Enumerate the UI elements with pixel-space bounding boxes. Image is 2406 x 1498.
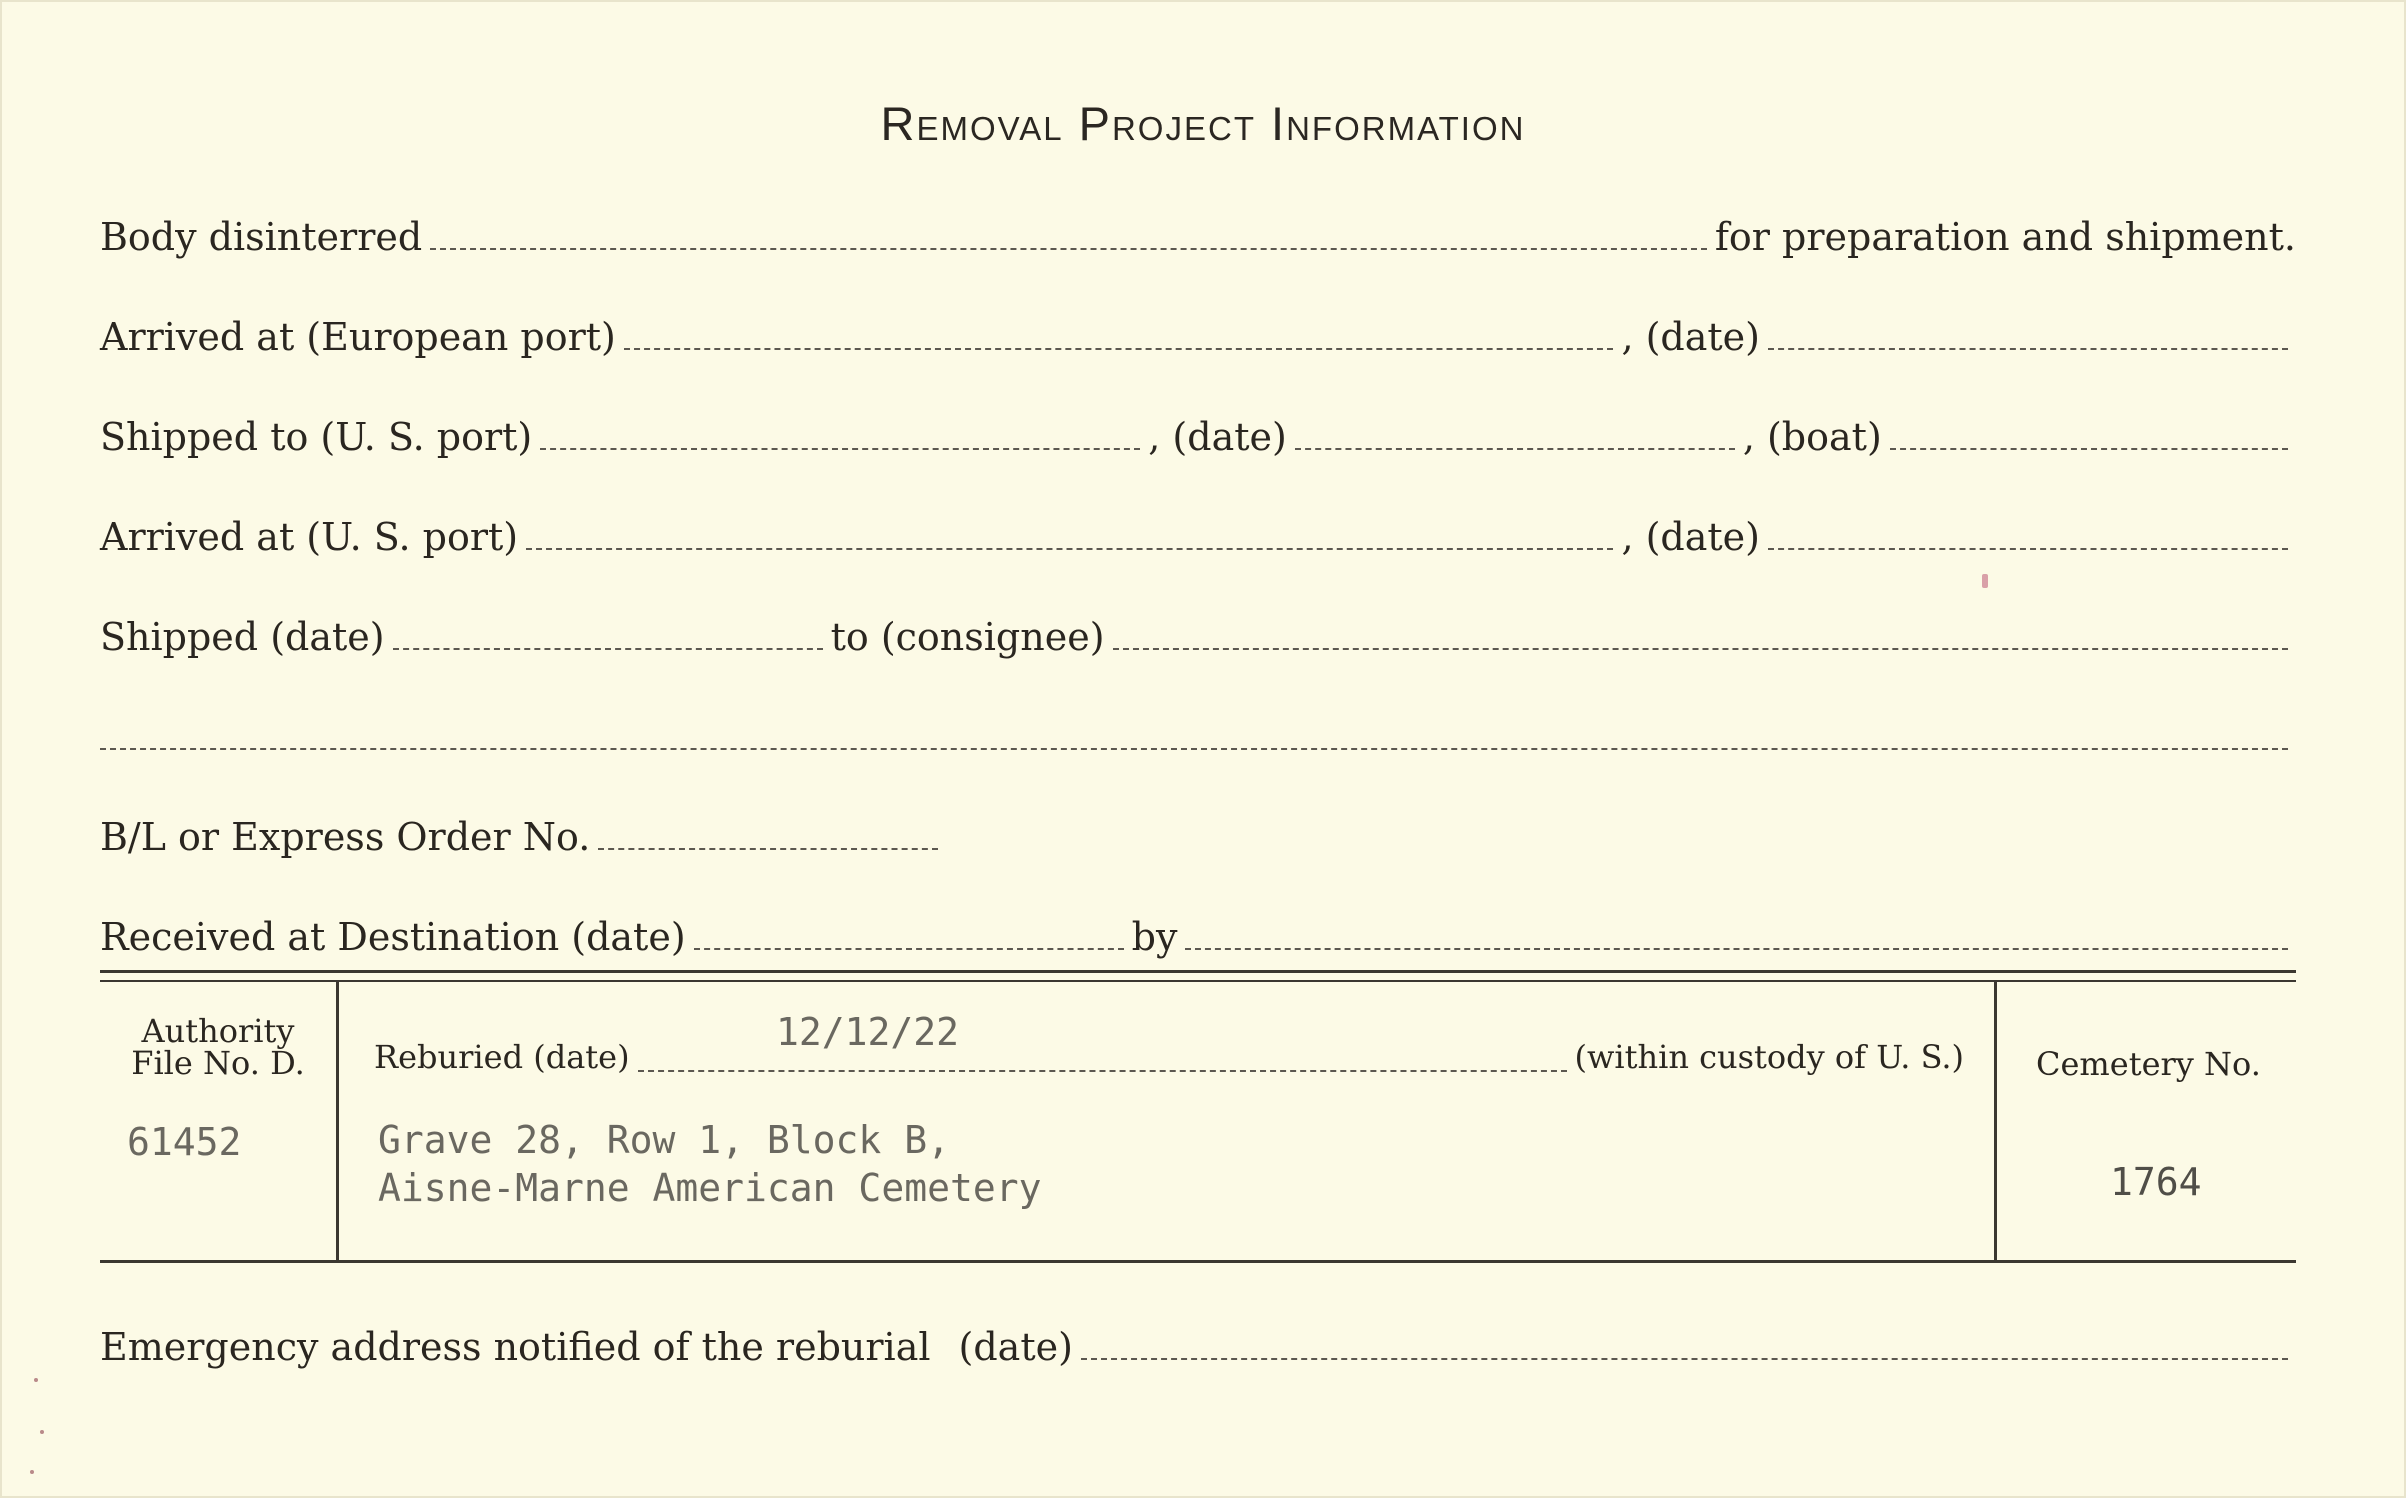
paper-speck — [34, 1378, 38, 1382]
row-emergency — [100, 1310, 2296, 1370]
blank-received-date — [694, 948, 1124, 950]
box-divider-right — [1994, 982, 1997, 1260]
cemetery-number-value: 1764 — [2110, 1160, 2202, 1204]
reburied-row — [374, 1030, 1964, 1080]
blank-european-date — [1768, 348, 2288, 350]
row-received-destination — [100, 900, 2296, 960]
label-emergency: Emergency address notified of the reburial — [100, 1325, 931, 1369]
blank-shipped-date — [393, 648, 823, 650]
blank-consignee — [1113, 648, 2288, 650]
row-shipped-us: Shipped to (U. S. port) , (date) , (boat) — [100, 400, 2296, 460]
blank-disinterred — [430, 248, 1707, 250]
paper-speck — [40, 1430, 44, 1434]
blank-received-by — [1185, 948, 2288, 950]
authority-file-number: 61452 — [127, 1120, 242, 1164]
grave-location-line-1: Grave 28, Row 1, Block B, — [378, 1118, 950, 1162]
label-body-disinterred: Body disinterred — [100, 215, 423, 259]
label-emergency-date: (date) — [958, 1325, 1073, 1369]
blank-boat — [1890, 448, 2288, 450]
label-cemetery-no: Cemetery No. — [2036, 1045, 2261, 1083]
authority-label-line-2: File No. D. — [131, 1044, 305, 1082]
reburied-date-value: 12/12/22 — [776, 1010, 960, 1054]
box-divider-left — [336, 982, 339, 1260]
blank-emergency-date — [1081, 1358, 2288, 1360]
row-arrived-us: Arrived at (U. S. port) , (date) — [100, 500, 2296, 560]
grave-location-line-2: Aisne-Marne American Cemetery — [378, 1166, 1042, 1210]
paper-speck — [30, 1470, 34, 1474]
row-arrived-european: Arrived at (European port) , (date) — [100, 300, 2296, 360]
blank-arrived-us-date — [1768, 548, 2288, 550]
row-consignee-continued — [100, 700, 2296, 760]
blank-ship-date — [1295, 448, 1735, 450]
row-shipped-date — [100, 600, 2296, 660]
label-date: (date) — [1645, 515, 1760, 559]
label-arrived-us: Arrived at (U. S. port) — [100, 515, 519, 559]
authority-label-line-1: Authority — [141, 1012, 295, 1050]
label-boat: (boat) — [1766, 415, 1882, 459]
label-preparation: for preparation and shipment. — [1714, 215, 2296, 259]
label-custody: (within custody of U. S.) — [1574, 1038, 1964, 1076]
blank-bl-order — [598, 848, 938, 850]
card-title: Removal Project Information — [880, 97, 1526, 150]
label-date: (date) — [1172, 415, 1287, 459]
blank-reburied-date — [638, 1070, 1567, 1072]
box-top-rule — [100, 970, 2296, 982]
box-bottom-rule — [100, 1260, 2296, 1263]
label-shipped-date: Shipped (date) — [100, 615, 385, 659]
label-by: by — [1131, 915, 1178, 959]
label-reburied-date: Reburied (date) — [374, 1038, 630, 1076]
row-bl-order — [100, 800, 2296, 860]
label-bl-order: B/L or Express Order No. — [100, 815, 591, 859]
blank-consignee-continued — [100, 748, 2288, 750]
blank-us-port — [540, 448, 1140, 450]
label-shipped-us: Shipped to (U. S. port) — [100, 415, 533, 459]
label-arrived-european: Arrived at (European port) — [100, 315, 616, 359]
blank-arrived-us-port — [526, 548, 1613, 550]
label-date: (date) — [1645, 315, 1760, 359]
label-consignee: to (consignee) — [830, 615, 1105, 659]
authority-label — [100, 1012, 336, 1082]
row-body-disinterred — [100, 200, 2296, 260]
label-received-destination: Received at Destination (date) — [100, 915, 686, 959]
ink-mark — [1982, 574, 1988, 588]
blank-european-port — [624, 348, 1614, 350]
